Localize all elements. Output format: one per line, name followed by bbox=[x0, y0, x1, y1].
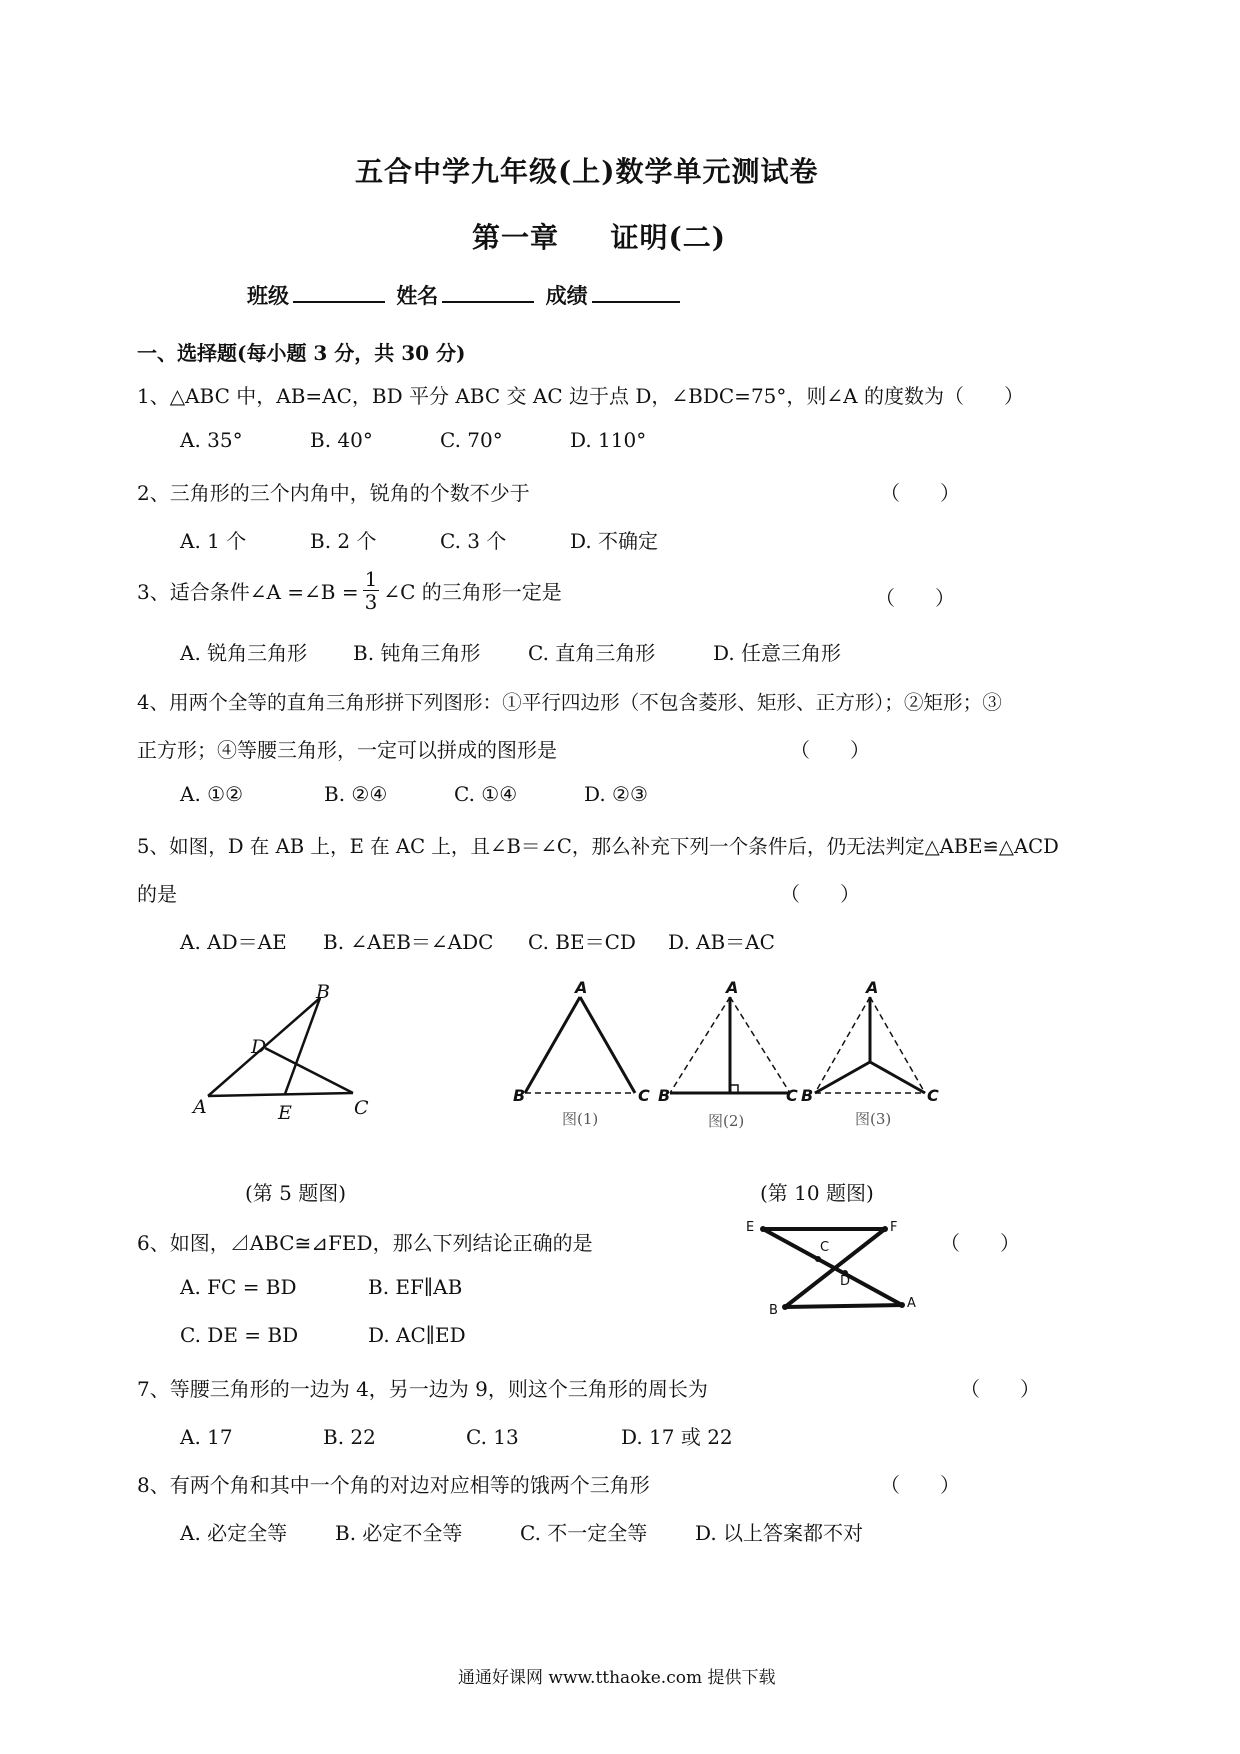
fig10-2-label-c: C bbox=[786, 1086, 798, 1105]
answer-paren-7[interactable]: （ ） bbox=[960, 1377, 1040, 1401]
fig5-label-b: B bbox=[316, 981, 330, 1003]
chapter-number: 第一章 bbox=[472, 221, 560, 254]
option-c[interactable]: C. 不一定全等 bbox=[520, 1521, 648, 1545]
figure-q6-lines bbox=[763, 1229, 902, 1307]
option-a[interactable]: A. ①② bbox=[180, 782, 244, 806]
answer-paren-3[interactable]: （ ） bbox=[875, 586, 955, 610]
fraction-one-third bbox=[363, 568, 380, 613]
option-a[interactable]: A. 35° bbox=[180, 428, 243, 452]
answer-paren-5[interactable]: （ ） bbox=[780, 882, 860, 906]
option-c[interactable]: C. 70° bbox=[440, 428, 503, 452]
question-4-options bbox=[180, 782, 648, 806]
option-b[interactable]: B. 40° bbox=[310, 428, 373, 452]
fig10-1-label-b: B bbox=[513, 1086, 526, 1105]
question-3-text-before: 3、适合条件∠A =∠B = bbox=[137, 580, 359, 604]
question-3-text-after: ∠C 的三角形一定是 bbox=[383, 580, 562, 604]
option-d[interactable]: D. 以上答案都不对 bbox=[695, 1521, 864, 1545]
figure-q5-lines bbox=[208, 998, 353, 1096]
option-b[interactable]: B. 必定不全等 bbox=[335, 1521, 463, 1545]
question-2-options bbox=[180, 525, 658, 554]
fraction-denominator: 3 bbox=[364, 590, 378, 614]
chapter-title bbox=[472, 216, 726, 256]
option-d[interactable]: D. AC∥ED bbox=[368, 1323, 466, 1347]
fig5-label-e: E bbox=[278, 1102, 292, 1124]
section-heading: 一、选择题(每小题 3 分，共 30 分) bbox=[137, 341, 466, 365]
fig5-label-c: C bbox=[354, 1097, 369, 1119]
score-field[interactable] bbox=[592, 301, 680, 303]
fraction-numerator: 1 bbox=[364, 567, 378, 591]
option-b[interactable]: B. 钝角三角形 bbox=[353, 641, 481, 665]
segment-dc bbox=[265, 1048, 353, 1093]
name-field[interactable] bbox=[442, 301, 534, 303]
fig5-label-d: D bbox=[251, 1036, 267, 1058]
option-c[interactable]: C. 13 bbox=[466, 1425, 519, 1449]
option-c[interactable]: C. ①④ bbox=[454, 782, 518, 806]
fig5-label-a: A bbox=[193, 1096, 207, 1118]
segment-fb bbox=[785, 1229, 885, 1307]
question-6-options-row2 bbox=[180, 1323, 466, 1347]
fig6-label-d: D bbox=[840, 1274, 851, 1289]
question-5-line2: 的是 bbox=[137, 882, 177, 906]
option-b[interactable]: B. 2 个 bbox=[310, 529, 377, 553]
fig10-sub2 bbox=[670, 997, 790, 1093]
student-info-row bbox=[247, 280, 684, 310]
option-a[interactable]: A. 必定全等 bbox=[180, 1521, 288, 1545]
question-4-line1: 4、用两个全等的直角三角形拼下列图形：①平行四边形（不包含菱形、矩形、正方形）；②矩形；③ bbox=[137, 691, 1002, 714]
option-d[interactable]: D. 不确定 bbox=[570, 529, 659, 553]
question-6: 6、如图，⊿ABC≅⊿FED，那么下列结论正确的是 bbox=[137, 1231, 593, 1255]
segment-ea bbox=[763, 1229, 902, 1305]
answer-paren-4[interactable]: （ ） bbox=[790, 738, 870, 762]
question-3 bbox=[137, 568, 562, 613]
option-d[interactable]: D. ②③ bbox=[584, 782, 648, 806]
fig10-2-label-a: A bbox=[726, 978, 739, 997]
question-7: 7、等腰三角形的一边为 4，另一边为 9，则这个三角形的周长为 bbox=[137, 1377, 708, 1401]
question-3-options bbox=[180, 637, 841, 666]
option-d[interactable]: D. AB＝AC bbox=[668, 930, 775, 954]
question-2: 2、三角形的三个内角中，锐角的个数不少于 bbox=[137, 481, 530, 505]
fig10-sub3 bbox=[815, 997, 925, 1093]
option-c[interactable]: C. BE＝CD bbox=[528, 930, 636, 954]
question-5-options bbox=[180, 926, 775, 955]
option-b[interactable]: B. EF∥AB bbox=[368, 1275, 463, 1299]
fig6-label-e: E bbox=[746, 1220, 755, 1235]
page-footer: 通通好课网 www.tthaoke.com 提供下载 bbox=[458, 1668, 776, 1688]
option-d[interactable]: D. 110° bbox=[570, 428, 647, 452]
exam-title: 五合中学九年级(上)数学单元测试卷 bbox=[355, 155, 819, 188]
fig10-subcaption-1: 图(1) bbox=[562, 1110, 599, 1128]
score-label: 成绩 bbox=[545, 283, 588, 308]
question-8: 8、有两个角和其中一个角的对边对应相等的饿两个三角形 bbox=[137, 1473, 650, 1497]
option-a[interactable]: A. 1 个 bbox=[180, 529, 247, 553]
question-7-options bbox=[180, 1421, 733, 1450]
fig10-3-label-a: A bbox=[866, 978, 879, 997]
option-d[interactable]: D. 任意三角形 bbox=[713, 641, 842, 665]
fig10-caption: (第 10 题图) bbox=[760, 1181, 874, 1205]
option-c[interactable]: C. 3 个 bbox=[440, 529, 507, 553]
answer-paren-2[interactable]: （ ） bbox=[880, 481, 960, 505]
option-b[interactable]: B. ∠AEB＝∠ADC bbox=[323, 930, 494, 954]
option-d[interactable]: D. 17 或 22 bbox=[621, 1425, 733, 1449]
option-b[interactable]: B. ②④ bbox=[324, 782, 388, 806]
option-c[interactable]: C. DE = BD bbox=[180, 1323, 299, 1347]
option-a[interactable]: A. FC = BD bbox=[180, 1275, 297, 1299]
fig5-caption: (第 5 题图) bbox=[245, 1181, 347, 1205]
segment-ac bbox=[208, 1093, 353, 1096]
fig10-3-label-b: B bbox=[801, 1086, 814, 1105]
fig10-1-label-c: C bbox=[638, 1086, 650, 1105]
class-label: 班级 bbox=[247, 283, 289, 308]
class-field[interactable] bbox=[293, 301, 385, 303]
chapter-topic: 证明(二) bbox=[610, 221, 727, 254]
figure-q10 bbox=[510, 985, 950, 1105]
fig6-label-c: C bbox=[820, 1240, 830, 1255]
option-a[interactable]: A. 锐角三角形 bbox=[180, 641, 308, 665]
question-1: 1、△ABC 中，AB=AC，BD 平分 ABC 交 AC 边于点 D，∠BDC=75°，则∠A 的度数为（ ） bbox=[137, 384, 1024, 408]
option-c[interactable]: C. 直角三角形 bbox=[528, 641, 656, 665]
option-b[interactable]: B. 22 bbox=[323, 1425, 376, 1449]
fig6-label-b: B bbox=[769, 1303, 778, 1318]
question-1-options bbox=[180, 428, 646, 452]
answer-paren-8[interactable]: （ ） bbox=[880, 1473, 960, 1497]
fig10-subcaption-2: 图(2) bbox=[708, 1112, 745, 1130]
answer-paren-6[interactable]: （ ） bbox=[940, 1231, 1020, 1255]
name-label: 姓名 bbox=[396, 283, 439, 308]
fig10-3-label-c: C bbox=[927, 1086, 939, 1105]
option-a[interactable]: A. AD＝AE bbox=[180, 930, 287, 954]
segment-ba bbox=[785, 1305, 902, 1307]
fig10-2-label-b: B bbox=[658, 1086, 671, 1105]
question-5-line1: 5、如图，D 在 AB 上，E 在 AC 上，且∠B＝∠C，那么补充下列一个条件后，仍无法判定△ABE≌△ACD bbox=[137, 835, 1059, 858]
fig10-subcaption-3: 图(3) bbox=[855, 1110, 892, 1128]
question-6-options-row1 bbox=[180, 1275, 462, 1299]
fig10-1-label-a: A bbox=[575, 978, 588, 997]
question-4-line2: 正方形；④等腰三角形，一定可以拼成的图形是 bbox=[137, 738, 557, 762]
fig6-label-f: F bbox=[890, 1220, 898, 1235]
option-a[interactable]: A. 17 bbox=[180, 1425, 233, 1449]
fig10-sub1 bbox=[525, 997, 635, 1093]
fig6-label-a: A bbox=[907, 1296, 916, 1311]
question-8-options bbox=[180, 1517, 863, 1546]
